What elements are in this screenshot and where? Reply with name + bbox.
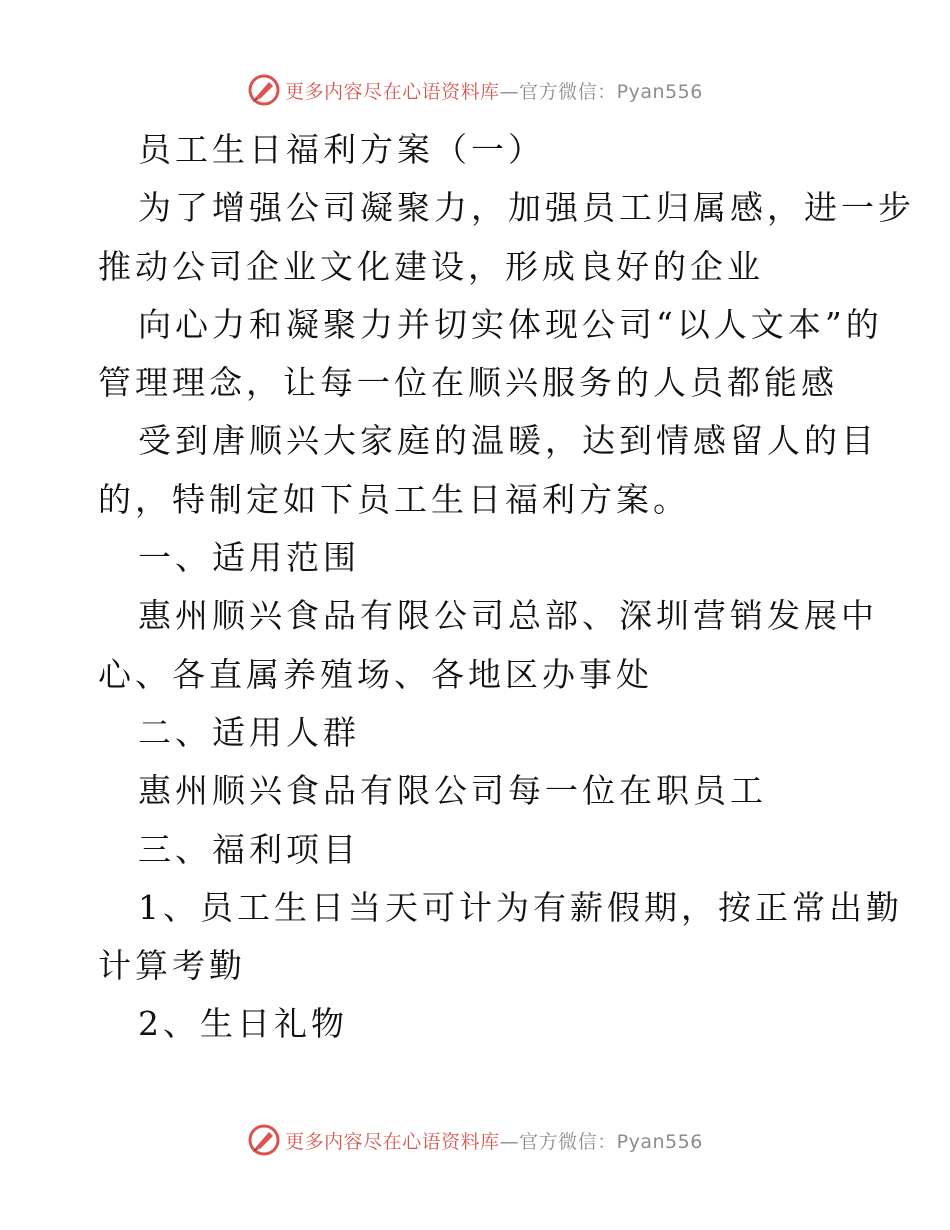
document-body xyxy=(98,121,915,1054)
text-line: 推动公司企业文化建设，形成良好的企业 xyxy=(98,246,764,286)
text-line: 向心力和凝聚力并切实体现公司“以人文本”的 xyxy=(138,304,883,344)
pen-nib-logo-icon xyxy=(247,1123,281,1157)
banner-text xyxy=(285,77,703,104)
text-line: 受到唐顺兴大家庭的温暖，达到情感留人的目 xyxy=(138,421,878,461)
text-line: 二、适用人群 xyxy=(138,712,360,752)
pen-nib-logo-icon xyxy=(247,73,281,107)
text-line: 惠州顺兴食品有限公司每一位在职员工 xyxy=(138,771,767,811)
text-line: 一、适用范围 xyxy=(138,538,360,578)
banner-brand-text: 更多内容尽在心语资料库 xyxy=(285,80,500,103)
footer-watermark-banner xyxy=(0,1120,950,1160)
text-line: 管理理念，让每一位在顺兴服务的人员都能感 xyxy=(98,363,838,403)
text-line: 员工生日福利方案（一） xyxy=(138,130,545,169)
text-line: 计算考勤 xyxy=(98,946,246,986)
text-line: 三、福利项目 xyxy=(138,829,360,869)
banner-text xyxy=(285,1127,703,1154)
text-line: 2、生日礼物 xyxy=(138,1004,348,1044)
text-line: 心、各直属养殖场、各地区办事处 xyxy=(98,654,653,694)
text-line: 为了增强公司凝聚力，加强员工归属感，进一步 xyxy=(138,188,915,228)
banner-brand-text: 更多内容尽在心语资料库 xyxy=(285,1130,500,1153)
banner-contact-text: —官方微信：Pyan556 xyxy=(499,1130,703,1153)
banner-contact-text: —官方微信：Pyan556 xyxy=(499,80,703,103)
text-line: 1、员工生日当天可计为有薪假期，按正常出勤 xyxy=(138,887,903,927)
text-line: 的，特制定如下员工生日福利方案。 xyxy=(98,479,690,519)
header-watermark-banner xyxy=(0,70,950,110)
text-line: 惠州顺兴食品有限公司总部、深圳营销发展中 xyxy=(138,596,878,636)
